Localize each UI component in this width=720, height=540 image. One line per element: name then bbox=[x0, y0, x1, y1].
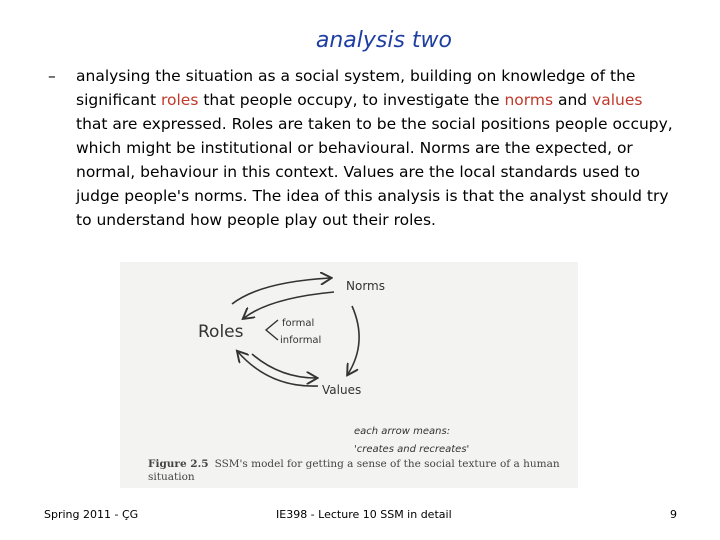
bullet-dash: – bbox=[48, 67, 56, 85]
arrow-values-to-roles bbox=[238, 352, 318, 386]
arrow-norms-to-values bbox=[348, 306, 359, 374]
label-norms: Norms bbox=[346, 279, 385, 293]
footer-left: Spring 2011 - ÇG bbox=[44, 508, 139, 521]
label-informal: informal bbox=[280, 335, 322, 346]
label-formal: formal bbox=[282, 318, 315, 329]
caption-text: SSM's model for getting a sense of the social texture of a human situation bbox=[148, 458, 560, 483]
term-roles: roles bbox=[160, 91, 199, 109]
arrow-roles-to-values bbox=[252, 354, 316, 378]
page-number: 9 bbox=[670, 508, 677, 521]
body-segment-3: and bbox=[553, 91, 593, 109]
term-norms: norms bbox=[504, 91, 554, 109]
figure-caption bbox=[148, 458, 568, 484]
caption-label: Figure 2.5 bbox=[148, 458, 209, 470]
arrow-note-line-2: 'creates and recreates' bbox=[354, 444, 470, 455]
figure-diagram bbox=[120, 262, 578, 488]
slide-title: analysis two bbox=[315, 28, 452, 53]
footer-center: IE398 - Lecture 10 SSM in detail bbox=[276, 508, 452, 521]
roles-bracket bbox=[266, 320, 278, 340]
term-values: values bbox=[592, 91, 643, 109]
arrow-roles-to-norms bbox=[232, 278, 330, 304]
bullet-text bbox=[48, 64, 676, 232]
body-segment-4: that are expressed. Roles are taken to be the social positions people occupy, which might be institutional or behavioural. Norms are the expected, or normal, behaviour in this context. Values are the local standards used to judge people's norms. The idea of this analysis is that the analyst should try to understand how people play out their roles. bbox=[76, 115, 673, 229]
body-segment-2: that people occupy, to investigate the bbox=[198, 91, 505, 109]
label-roles: Roles bbox=[198, 322, 244, 342]
arrow-norms-to-roles bbox=[244, 292, 334, 318]
social-system-figure bbox=[120, 262, 578, 488]
arrow-note-line-1: each arrow means: bbox=[354, 426, 451, 437]
label-values: Values bbox=[322, 383, 362, 397]
body-segment-1: analysing the situation as a social system, building on knowledge of the significant bbox=[76, 67, 636, 109]
